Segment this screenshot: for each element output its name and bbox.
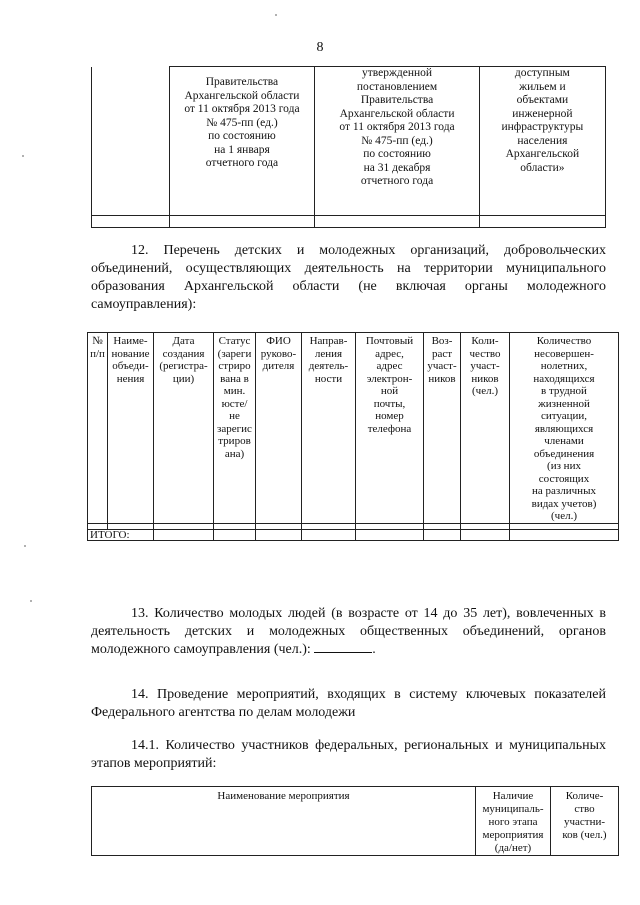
cell-line: участни- — [563, 816, 606, 828]
column-header — [510, 333, 619, 524]
cell-line: адрес, — [375, 347, 404, 360]
cell-line: адрес — [376, 360, 403, 372]
column-header — [154, 333, 214, 524]
column-header — [256, 333, 302, 524]
cell-line: нения — [116, 372, 145, 385]
cell-line: Почтовый — [365, 335, 414, 347]
cell-line: жильем и — [519, 80, 566, 93]
table-cell — [302, 529, 356, 540]
cell-line: объеди- — [112, 360, 149, 372]
cell-line: Правительства — [205, 76, 279, 88]
cell-line: нолетних, — [540, 360, 588, 372]
cell-line: Коли- — [471, 335, 499, 347]
cell-line: (чел.) — [551, 510, 577, 522]
scan-speck — [24, 545, 26, 547]
cell-line: инфраструктуры — [501, 121, 584, 133]
cell-line: Направ- — [309, 335, 348, 347]
cell-line: ного этапа — [488, 816, 538, 828]
cell-line: зарегис — [217, 422, 252, 435]
cell-line: Наличие — [492, 790, 534, 802]
cell-line: мин. — [223, 385, 246, 397]
cell-line: участ- — [427, 360, 457, 372]
cell-line: ной — [380, 385, 399, 397]
cell-line: ников — [428, 372, 456, 385]
organizations-table — [87, 332, 619, 541]
cell-line: Архангельской области — [184, 89, 300, 102]
cell-line: телефона — [367, 422, 412, 435]
cell-line: видах учетов) — [531, 497, 597, 510]
cell-line: несовершен- — [534, 347, 594, 360]
cell-line: ции) — [172, 372, 195, 385]
section-13-end: . — [372, 642, 376, 657]
cell-line: создания — [162, 347, 205, 360]
cell-line: (регистра- — [159, 360, 208, 372]
cell-line: Правительства — [360, 94, 434, 106]
cell-text — [315, 67, 478, 189]
section-13-text: 13. Количество молодых людей (в возрасте от 14 до 35 лет), вовлеченных в деятельность детских и молодежных общественных объединений, органов молодежного самоуправления (чел.): — [91, 606, 606, 657]
scan-speck — [275, 14, 277, 16]
table-cell — [169, 67, 315, 216]
cell-line: почты, — [373, 397, 406, 410]
cell-line: № 475-пп (ед.) — [206, 116, 278, 129]
table-cell — [424, 529, 461, 540]
cell-line: членами — [544, 435, 584, 447]
section-12-heading: 12. Перечень детских и молодежных организаций, добровольческих объединений, осуществляющих деятельность на территории муниципального образования Архангельской области (не включая органы молодежного самоуправления): — [91, 243, 606, 312]
cell-line: № 475-пп (ед.) — [361, 134, 433, 147]
table-cell — [479, 215, 605, 227]
cell-line: Наиме- — [113, 335, 148, 347]
cell-line: мероприятия — [482, 829, 544, 841]
column-header — [92, 787, 476, 856]
cell-line: не — [229, 410, 240, 422]
cell-line: Архангельской области — [339, 107, 455, 120]
column-header — [302, 333, 356, 524]
table-cell — [510, 529, 619, 540]
cell-line: № — [92, 335, 103, 347]
continued-table — [91, 66, 606, 228]
cell-line: руково- — [260, 347, 297, 360]
cell-line: п/п — [90, 347, 105, 360]
cell-text — [480, 67, 605, 175]
column-header — [551, 787, 619, 856]
scan-speck — [30, 600, 32, 602]
cell-text — [170, 76, 315, 171]
cell-line: Количество — [536, 335, 592, 347]
total-label: ИТОГО: — [88, 529, 154, 540]
table-cell — [315, 215, 479, 227]
table-cell — [92, 215, 170, 227]
cell-line: на 1 января — [214, 143, 270, 156]
cell-line: дителя — [262, 360, 295, 372]
section-14-1-heading: 14.1. Количество участников федеральных, региональных и муниципальных этапов мероприятий: — [91, 738, 606, 771]
cell-line: утвержденной — [361, 67, 433, 79]
cell-line: муниципаль- — [482, 803, 544, 815]
cell-line: объединения — [533, 447, 595, 460]
cell-line: триров — [218, 435, 251, 447]
cell-line: (из них — [547, 460, 581, 472]
cell-line: участ- — [470, 360, 500, 372]
cell-line: ности — [314, 372, 343, 385]
cell-line: деятель- — [308, 360, 349, 372]
table-cell — [256, 529, 302, 540]
column-header — [108, 333, 154, 524]
table-total-row — [88, 529, 619, 540]
cell-line: (да/нет) — [494, 842, 532, 854]
cell-line: населения — [517, 134, 568, 147]
cell-line: нование — [111, 347, 150, 360]
cell-line: инженерной — [512, 107, 573, 120]
cell-line: по состоянию — [208, 130, 276, 142]
cell-line: Воз- — [431, 335, 453, 347]
table-cell — [479, 67, 605, 216]
column-header — [476, 787, 551, 856]
table-cell — [214, 529, 256, 540]
table-header-row — [92, 787, 619, 856]
column-header — [461, 333, 510, 524]
cell-line: объектами — [516, 94, 569, 106]
scan-speck — [22, 155, 24, 157]
cell-line: находящихся — [533, 372, 595, 385]
cell-line: Наименование мероприятия — [217, 790, 350, 802]
cell-line: отчетного года — [205, 157, 279, 169]
column-header — [88, 333, 108, 524]
page-number: 8 — [316, 40, 324, 55]
cell-line: ство — [574, 803, 595, 815]
cell-line: Архангельской — [505, 148, 580, 160]
answer-blank[interactable] — [314, 641, 372, 653]
column-header — [424, 333, 461, 524]
cell-line: стриро — [218, 360, 251, 372]
cell-line: раст — [431, 347, 453, 360]
cell-line: номер — [375, 410, 404, 422]
cell-line: постановлением — [356, 80, 438, 93]
cell-line: Количе- — [565, 790, 604, 802]
cell-line: являющихся — [534, 422, 594, 435]
cell-line: на 31 декабря — [363, 161, 431, 174]
cell-line: вана в — [220, 372, 249, 385]
table-cell — [154, 529, 214, 540]
cell-line: электрон- — [366, 372, 413, 385]
table-cell — [92, 67, 170, 216]
column-header — [356, 333, 424, 524]
cell-line: ситуации, — [540, 410, 588, 422]
cell-line: Дата — [172, 335, 195, 347]
cell-line: жизненной — [538, 397, 590, 410]
cell-line: отчетного года — [360, 175, 434, 187]
cell-line: ФИО — [266, 335, 291, 347]
cell-line: (чел.) — [472, 385, 498, 397]
cell-line: (зареги — [217, 347, 252, 360]
cell-line: от 11 октября 2013 года — [339, 121, 455, 133]
cell-line: состоящих — [538, 472, 590, 485]
section-13-paragraph — [91, 605, 606, 659]
table-cell — [461, 529, 510, 540]
column-header — [214, 333, 256, 524]
table-cell — [315, 67, 479, 216]
table-cell — [356, 529, 424, 540]
cell-line: на различных — [532, 485, 596, 497]
cell-line: ления — [314, 347, 343, 360]
events-table — [91, 786, 619, 856]
table-header-row — [88, 333, 619, 524]
cell-line: области» — [520, 161, 565, 174]
cell-line: чество — [469, 347, 501, 360]
table-cell — [169, 215, 315, 227]
cell-line: от 11 октября 2013 года — [184, 103, 300, 115]
cell-line: по состоянию — [363, 148, 431, 160]
cell-line: ников — [471, 372, 499, 385]
cell-line: ана) — [224, 447, 245, 460]
cell-line: юсте/ — [221, 397, 248, 410]
section-14-heading: 14. Проведение мероприятий, входящих в систему ключевых показателей Федерального агентства по делам молодежи — [91, 687, 606, 720]
cell-line: в трудной — [541, 385, 587, 397]
cell-line: Статус — [218, 335, 251, 347]
cell-line: ков (чел.) — [562, 829, 607, 841]
cell-line: доступным — [514, 67, 570, 79]
